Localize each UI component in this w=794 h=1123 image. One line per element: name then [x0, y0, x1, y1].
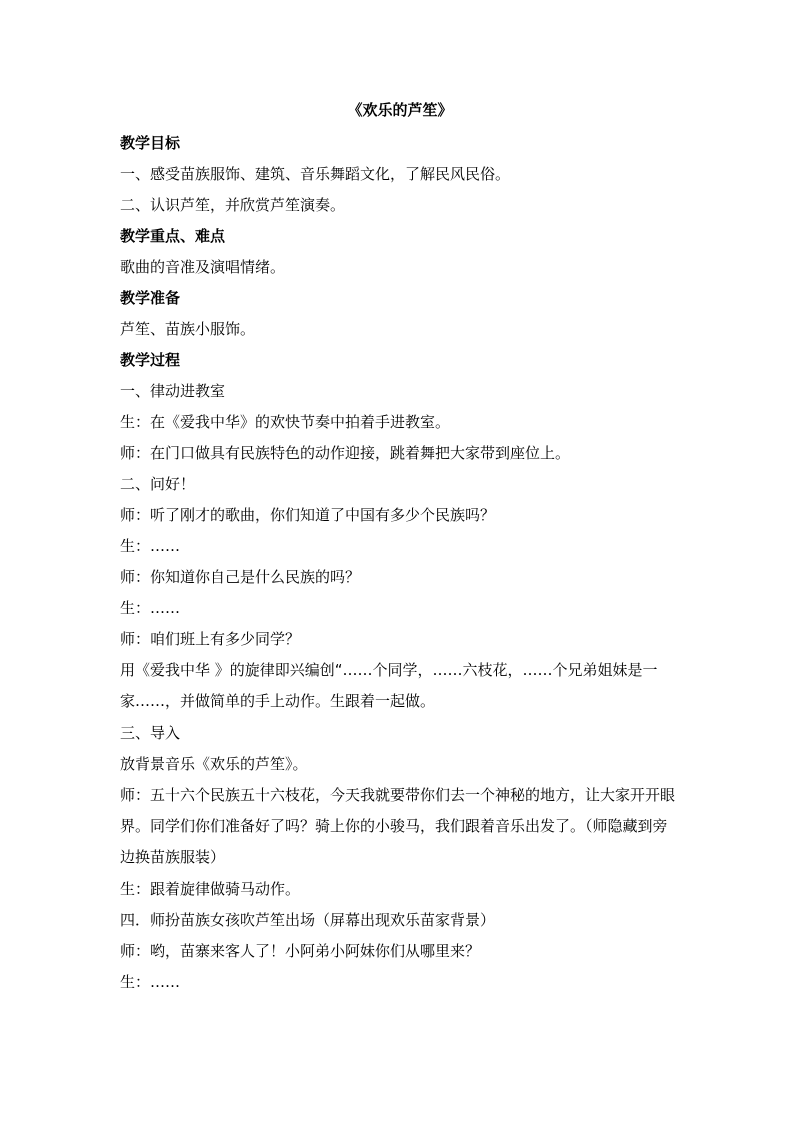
section-heading: 教学准备: [120, 289, 181, 307]
paragraph-line: 歌曲的音准及演唱情绪。: [120, 258, 286, 276]
paragraph-line: 二、认识芦笙，并欣赏芦笙演奏。: [120, 196, 346, 214]
document-body: [120, 100, 680, 1003]
paragraph-line: 师：咱们班上有多少同学？: [120, 630, 301, 648]
paragraph-line: 三、导入: [120, 724, 181, 742]
paragraph-line: 一、律动进教室: [120, 382, 226, 400]
paragraph-line: 二、问好！: [120, 475, 196, 493]
section-heading: 教学重点、难点: [120, 227, 226, 245]
document-lines: [120, 133, 680, 992]
paragraph-line: 师：听了刚才的歌曲，你们知道了中国有多少个民族吗？: [120, 506, 496, 524]
paragraph-line: 生：……: [120, 599, 181, 617]
paragraph-line: 用《爱我中华 》的旋律即兴编创“……个同学，……六枝花，……个兄弟姐妹是一家……，并做简单的手上动作。生跟着一起做。: [120, 661, 658, 710]
paragraph-line: 师：在门口做具有民族特色的动作迎接，跳着舞把大家带到座位上。: [120, 444, 571, 462]
paragraph-line: 一、感受苗族服饰、建筑、音乐舞蹈文化，了解民风民俗。: [120, 165, 511, 183]
paragraph-line: 师：哟，苗寨来客人了！小阿弟小阿妹你们从哪里来？: [120, 942, 481, 960]
paragraph-line: 生：……: [120, 973, 181, 991]
paragraph-line: 芦笙、苗族小服饰。: [120, 320, 256, 338]
section-heading: 教学过程: [120, 351, 181, 369]
paragraph-line: 四．师扮苗族女孩吹芦笙出场（屏幕出现欢乐苗家背景）: [120, 911, 496, 929]
paragraph-line: 生：……: [120, 537, 181, 555]
document-title: 《欢乐的芦笙》: [347, 101, 453, 119]
paragraph-line: 生：在《爱我中华》的欢快节奏中拍着手进教室。: [120, 413, 451, 431]
paragraph-line: 师：你知道你自己是什么民族的吗？: [120, 568, 361, 586]
paragraph-line: 师：五十六个民族五十六枝花，今天我就要带你们去一个神秘的地方，让大家开开眼界。同学们你们准备好了吗？骑上你的小骏马，我们跟着音乐出发了。（师隐藏到旁边换苗族服装）: [120, 786, 676, 866]
paragraph-line: 放背景音乐《欢乐的芦笙》。: [120, 755, 308, 773]
section-heading: 教学目标: [120, 134, 181, 152]
paragraph-line: 生：跟着旋律做骑马动作。: [120, 880, 301, 898]
